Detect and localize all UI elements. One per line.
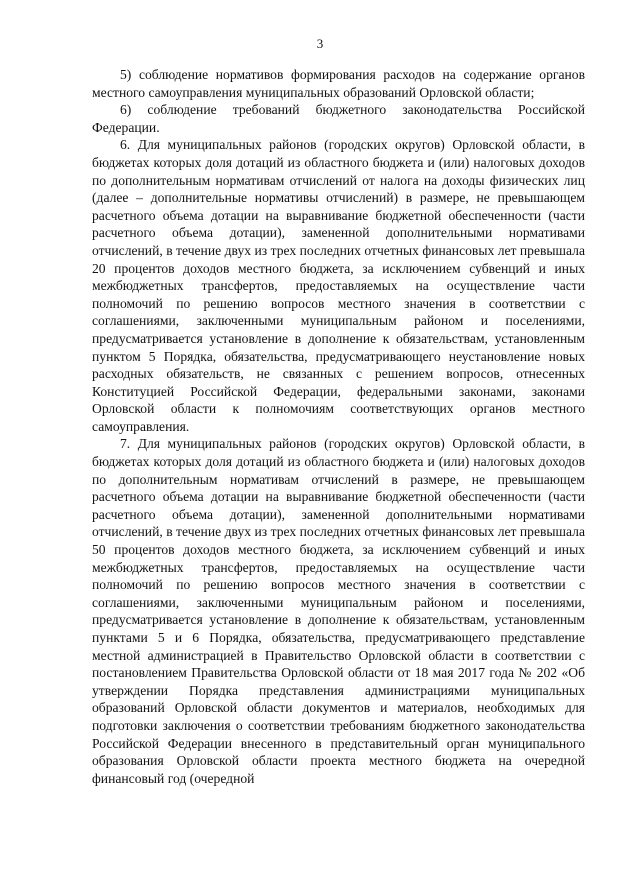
paragraph-item-6: 6) соблюдение требований бюджетного законодательства Российской Федерации. <box>92 102 585 135</box>
paragraph-clause-7: 7. Для муниципальных районов (городских округов) Орловской области, в бюджетах которых доля дотаций из областного бюджета и (или) налоговых доходов по дополнительным нормативам отчислений в размере, не превышающем расчетного объема дотации на выравнивание бюджетной обеспеченности (части расчетного объема дотации), замененной дополнительными нормативами отчислений, в течение двух из трех последних отчетных финансовых лет превышала 50 процентов доходов местного бюджета, за исключением субвенций и иных межбюджетных трансфертов, предоставляемых на осуществление части полномочий по решению вопросов местного значения в соответствии с соглашениями, заключенными муниципальным районом и поселениями, предусматривается установление в дополнение к обязательствам, установленным пунктами 5 и 6 Порядка, обязательства, предусматривающего представление местной администрацией в Правительство Орловской области в соответствии с постановлением Правительства Орловской области от 18 мая 2017 года № 202 «Об утверждении Порядка представления администрациями муниципальных образований Орловской области документов и материалов, необходимых для подготовки заключения о соответствии требованиям бюджетного законодательства Российской Федерации внесенного в представительный орган муниципального образования Орловской области проекта местного бюджета на очередной финансовый год (очередной <box>92 436 585 786</box>
document-body <box>92 66 585 787</box>
page-number: 3 <box>316 36 324 51</box>
paragraph-clause-6: 6. Для муниципальных районов (городских округов) Орловской области, в бюджетах которых доля дотаций из областного бюджета и (или) налоговых доходов по дополнительным нормативам отчислений от налога на доходы физических лиц (далее – дополнительные нормативы отчислений) в размере, не превышающем расчетного объема дотации на выравнивание бюджетной обеспеченности (части расчетного объема дотации), замененной дополнительными нормативами отчислений, в течение двух из трех последних отчетных финансовых лет превышала 20 процентов доходов местного бюджета, за исключением субвенций и иных межбюджетных трансфертов, предоставляемых на осуществление части полномочий по решению вопросов местного значения в соответствии с соглашениями, заключенными муниципальным районом и поселениями, предусматривается установление в дополнение к обязательствам, установленным пунктом 5 Порядка, обязательства, предусматривающего неустановление новых расходных обязательств, не связанных с решением вопросов, отнесенных Конституцией Российской Федерации, федеральными законами, законами Орловской области к полномочиям соответствующих органов местного самоуправления. <box>92 137 585 434</box>
paragraph-item-5: 5) соблюдение нормативов формирования расходов на содержание органов местного самоуправления муниципальных образований Орловской области; <box>92 67 585 100</box>
